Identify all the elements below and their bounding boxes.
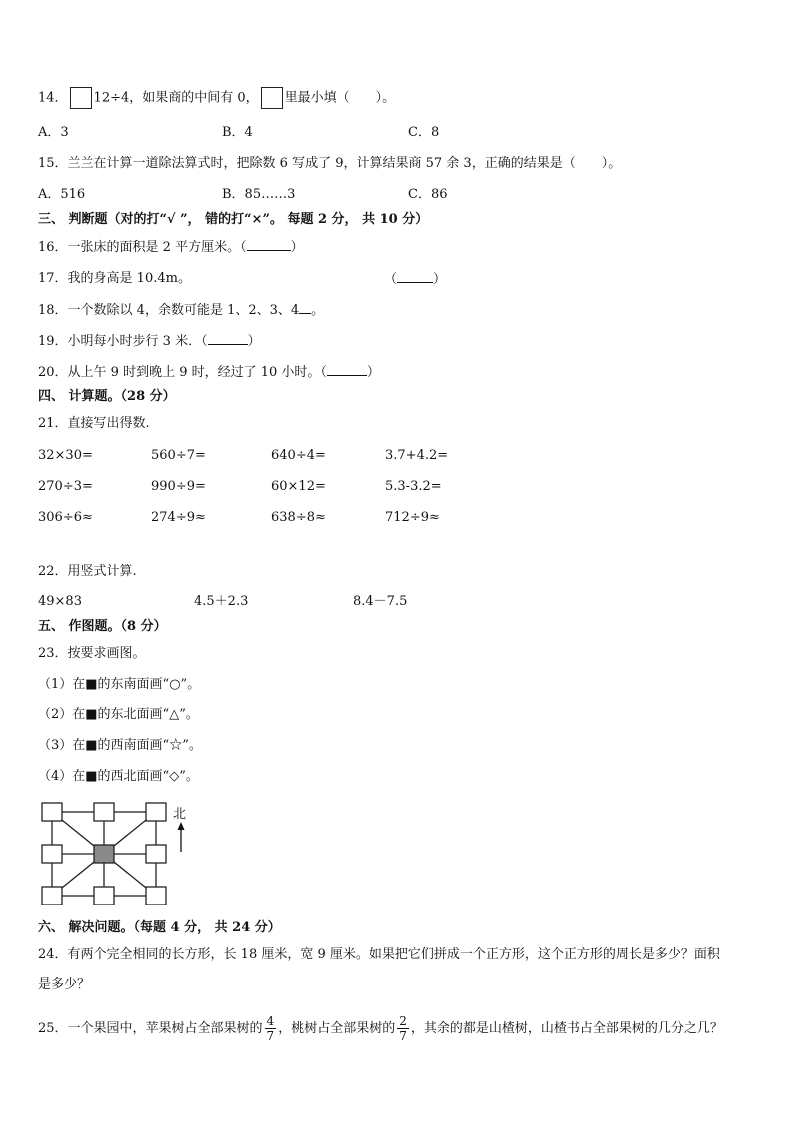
calc-item: 5.3-3.2= [385,479,442,494]
north-label: 北 [173,807,187,822]
answer-blank[interactable] [299,301,311,314]
calc-item: 270÷3= [38,479,93,494]
section-3-title: 三、 判断题（对的打“√ ”， 错的打“×”。 每题 2 分， 共 10 分） [38,212,429,227]
q14-option-c[interactable]: C．8 [408,125,440,140]
question-18: 18．一个数除以 4，余数可能是 1、2、3、4 。 [38,303,325,318]
question-16: 16．一张床的面积是 2 平方厘米。（ ） [38,240,304,255]
q15-option-b[interactable]: B．85……3 [222,187,296,202]
calc-item: 32×30= [38,448,93,463]
vertical-calc-item: 49×83 [38,594,82,609]
center-shaded-square [94,845,114,863]
grid-cell-box[interactable] [42,803,62,821]
q14-option-b[interactable]: B．4 [222,125,253,140]
answer-blank[interactable] [327,363,367,376]
answer-blank[interactable] [397,270,433,283]
question-14: 14． 12÷4，如果商的中间有 0， 里最小填（ ）。 [38,87,395,109]
question-19: 19．小明每小时步行 3 米．（ ） [38,334,261,349]
vertical-calc-item: 4.5＋2.3 [194,594,249,609]
calc-item: 560÷7= [151,448,206,463]
question-23-title: 23．按要求画图。 [38,646,146,661]
grid-cell-box[interactable] [146,845,166,863]
calc-item: 306÷6≈ [38,510,93,525]
calc-item: 712÷9≈ [385,510,440,525]
question-15: 15．兰兰在计算一道除法算式时，把除数 6 写成了 9，计算结果商 57 余 3，正确的结果是（ ）。 [38,156,622,171]
q23-instruction: （2）在■的东北面画“△”。 [38,707,199,722]
q15-option-a[interactable]: A．516 [38,187,86,202]
section-5-title: 五、 作图题。（8 分） [38,619,167,634]
question-24-line-1: 24．有两个完全相同的长方形，长 18 厘米，宽 9 厘米。如果把它们拼成一个正方形，这个正方形的周长是多少？面积 [38,947,720,962]
question-21-title: 21．直接写出得数. [38,416,150,431]
question-22-title: 22．用竖式计算. [38,564,137,579]
calc-item: 274÷9≈ [151,510,206,525]
grid-cell-box[interactable] [42,845,62,863]
calc-item: 638÷8≈ [271,510,326,525]
question-20: 20．从上午 9 时到晚上 9 时，经过了 10 小时。（ ） [38,365,380,380]
q14-option-a[interactable]: A．3 [38,125,69,140]
question-25: 25．一个果园中，苹果树占全部果树的 $\frac{4}{7}$ ，桃树占全部果树的 $\frac{2}{7}$ ，其余的都是山楂树，山楂书占全部果树的几分之几？ [38,1014,723,1043]
q15-option-c[interactable]: C．86 [408,187,448,202]
q17-answer: （ ） [384,272,447,287]
grid-cell-box[interactable] [94,887,114,905]
question-17: 17．我的身高是 10.4m。 [38,271,191,286]
q23-instruction: （3）在■的西南面画“☆”。 [38,738,202,753]
grid-cell-box[interactable] [146,887,166,905]
fraction: $\frac{4}{7}$ [266,1014,275,1043]
calc-item: 60×12= [271,479,326,494]
calc-item: 640÷4= [271,448,326,463]
grid-cell-box[interactable] [146,803,166,821]
vertical-calc-item: 8.4－7.5 [353,594,408,609]
q23-instruction: （4）在■的西北面画“◇”。 [38,769,199,784]
question-24-line-2: 是多少？ [38,977,91,992]
direction-grid-diagram [36,800,196,905]
north-arrow-icon [178,822,185,852]
section-4-title: 四、 计算题。（28 分） [38,389,176,404]
calc-item: 990÷9= [151,479,206,494]
section-6-title: 六、 解决问题。（每题 4 分， 共 24 分） [38,920,281,935]
q23-instruction: （1）在■的东南面画“○”。 [38,677,201,692]
answer-blank[interactable] [208,332,248,345]
fraction: $\frac{2}{7}$ [399,1014,407,1043]
calc-item: 3.7+4.2= [385,448,449,463]
blank-box[interactable] [261,87,283,109]
grid-cell-box[interactable] [42,887,62,905]
answer-blank[interactable] [247,238,291,251]
blank-box[interactable] [70,87,92,109]
grid-cell-box[interactable] [94,803,114,821]
